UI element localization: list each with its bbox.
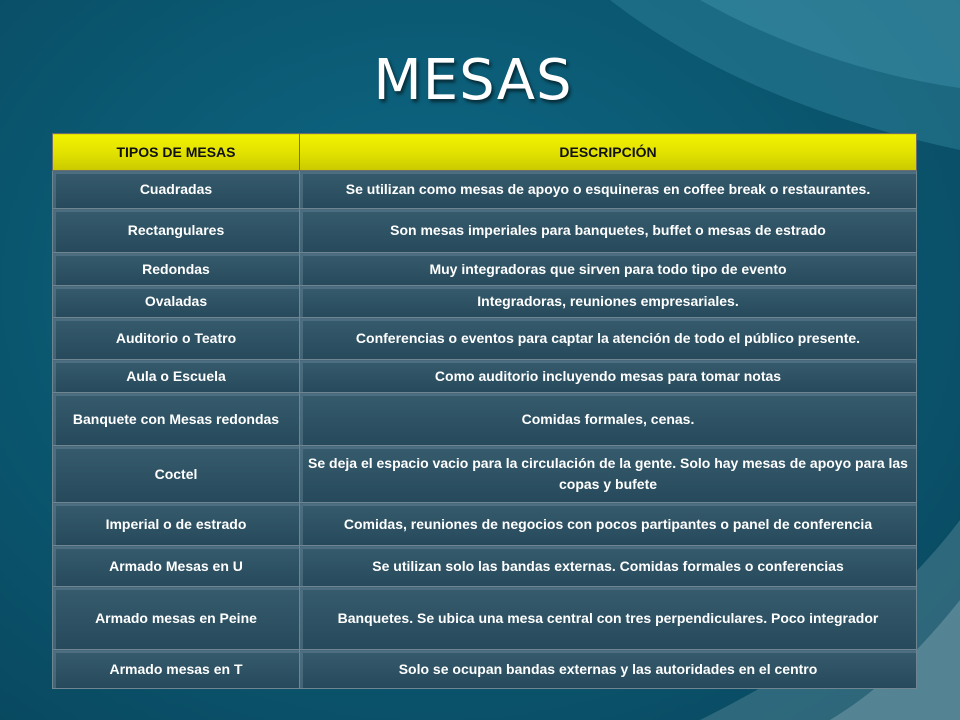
tipo-cell: Aula o Escuela — [53, 360, 300, 393]
descripcion-cell: Son mesas imperiales para banquetes, buffet o mesas de estrado — [300, 209, 917, 253]
descripcion-cell: Solo se ocupan bandas externas y las autoridades en el centro — [300, 650, 917, 689]
mesas-table — [52, 133, 917, 689]
tipo-cell: Auditorio o Teatro — [53, 318, 300, 360]
descripcion-cell: Conferencias o eventos para captar la atención de todo el público presente. — [300, 318, 917, 360]
tipo-cell: Banquete con Mesas redondas — [53, 393, 300, 446]
descripcion-cell: Se utilizan como mesas de apoyo o esquineras en coffee break o restaurantes. — [300, 171, 917, 209]
tipo-cell: Armado Mesas en U — [53, 546, 300, 587]
table-row — [53, 286, 917, 318]
tipo-cell: Rectangulares — [53, 209, 300, 253]
column-header-descripcion: DESCRIPCIÓN — [300, 134, 917, 171]
descripcion-cell: Integradoras, reuniones empresariales. — [300, 286, 917, 318]
column-header-tipos: TIPOS DE MESAS — [53, 134, 300, 171]
table-row — [53, 650, 917, 689]
table-header-row — [53, 134, 917, 171]
tipo-cell: Cuadradas — [53, 171, 300, 209]
descripcion-cell: Comidas formales, cenas. — [300, 393, 917, 446]
table-row — [53, 318, 917, 360]
slide-title: MESAS — [373, 48, 573, 113]
table-row — [53, 209, 917, 253]
tipo-cell: Armado mesas en T — [53, 650, 300, 689]
table-row — [53, 446, 917, 503]
descripcion-cell: Como auditorio incluyendo mesas para tomar notas — [300, 360, 917, 393]
table-row — [53, 587, 917, 650]
table-row — [53, 360, 917, 393]
table-row — [53, 253, 917, 286]
table-row — [53, 546, 917, 587]
descripcion-cell: Se utilizan solo las bandas externas. Comidas formales o conferencias — [300, 546, 917, 587]
descripcion-cell: Muy integradoras que sirven para todo tipo de evento — [300, 253, 917, 286]
descripcion-cell: Se deja el espacio vacio para la circulación de la gente. Solo hay mesas de apoyo para las copas y bufete — [300, 446, 917, 503]
tipo-cell: Ovaladas — [53, 286, 300, 318]
tipo-cell: Imperial o de estrado — [53, 503, 300, 546]
table-row — [53, 171, 917, 209]
tipo-cell: Armado mesas en Peine — [53, 587, 300, 650]
descripcion-cell: Comidas, reuniones de negocios con pocos partipantes o panel de conferencia — [300, 503, 917, 546]
descripcion-cell: Banquetes. Se ubica una mesa central con tres perpendiculares. Poco integrador — [300, 587, 917, 650]
table-row — [53, 503, 917, 546]
tipo-cell: Redondas — [53, 253, 300, 286]
table-row — [53, 393, 917, 446]
tipo-cell: Coctel — [53, 446, 300, 503]
